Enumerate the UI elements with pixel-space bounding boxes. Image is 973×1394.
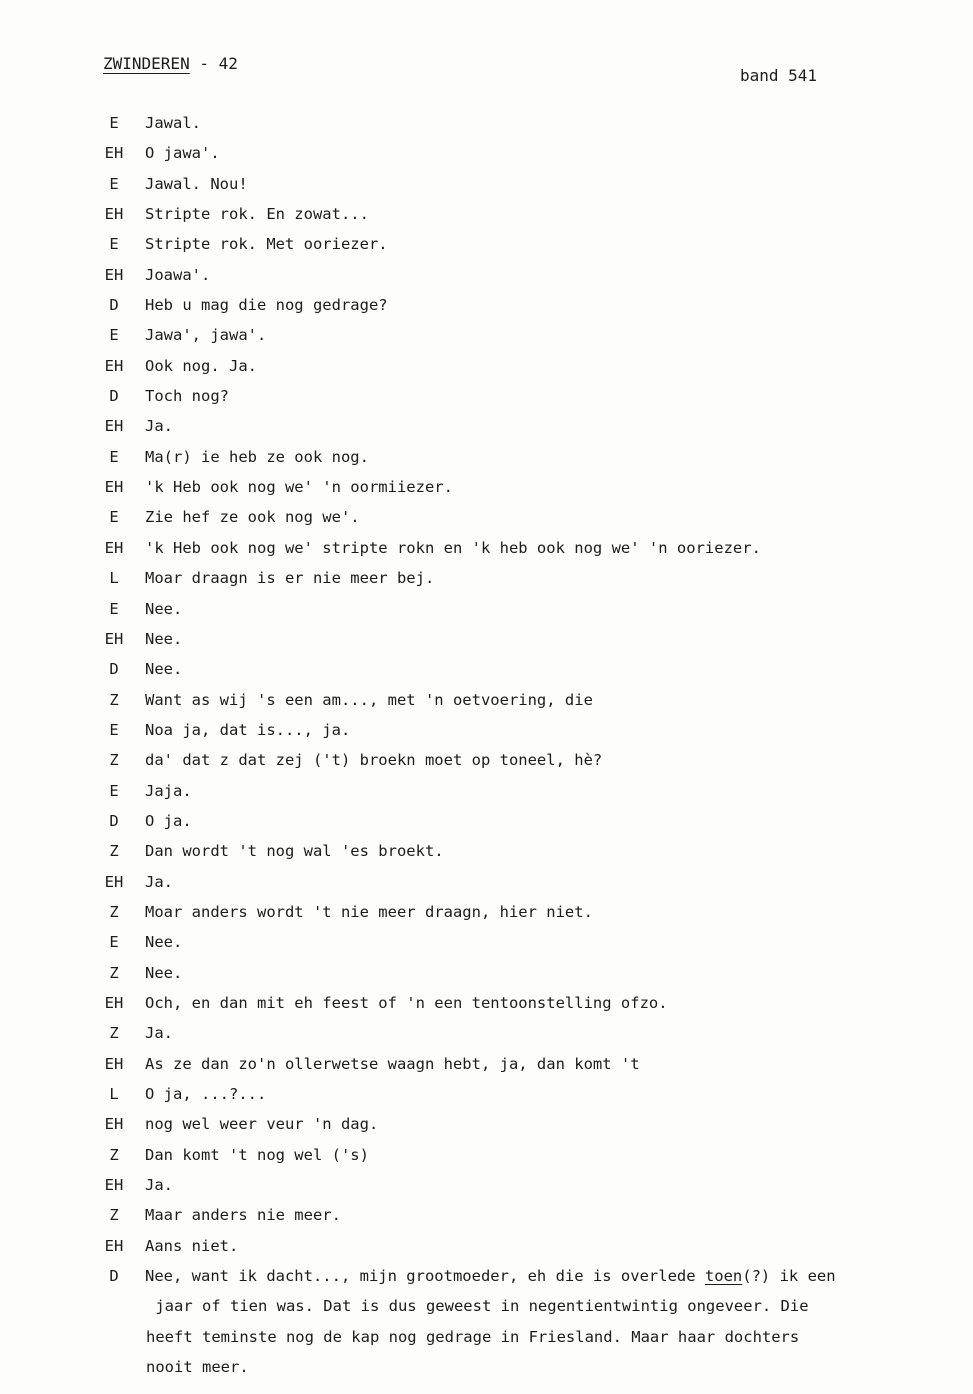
utterance-text: da' dat z dat zej ('t) broekn moet op toneel, hè? (145, 751, 603, 770)
transcript-line (0, 169, 973, 199)
utterance-text: nooit meer. (146, 1358, 249, 1377)
transcript-line (0, 563, 973, 593)
utterance-text: O jawa'. (145, 144, 220, 163)
utterance-text: 'k Heb ook nog we' 'n oormiiezer. (145, 478, 453, 497)
utterance-text: Heb u mag die nog gedrage? (145, 296, 388, 315)
utterance-text: Maar anders nie meer. (145, 1206, 341, 1225)
transcript-line (0, 988, 973, 1018)
utterance-text: Jawa', jawa'. (145, 326, 267, 345)
transcript-line (0, 260, 973, 290)
speaker-label: EH (104, 356, 124, 375)
transcript-line (0, 320, 973, 350)
transcript-line (0, 108, 973, 138)
utterance-text: Nee. (145, 660, 183, 679)
utterance-text: Moar draagn is er nie meer bej. (145, 569, 435, 588)
utterance-text: Stripte rok. En zowat... (145, 205, 369, 224)
speaker-label: D (109, 811, 119, 830)
speaker-label: E (109, 326, 119, 345)
speaker-label: E (109, 720, 119, 739)
utterance-text: Ma(r) ie heb ze ook nog. (145, 447, 369, 466)
utterance-text: Joawa'. (145, 265, 211, 284)
transcript-line (0, 958, 973, 988)
speaker-label: EH (104, 144, 124, 163)
document-header (103, 54, 238, 73)
speaker-label: EH (104, 872, 124, 891)
transcript-line (0, 1200, 973, 1230)
speaker-label: EH (104, 205, 124, 224)
utterance-text: As ze dan zo'n ollerwetse waagn hebt, ja, dan komt 't (145, 1054, 640, 1073)
speaker-label: EH (104, 993, 124, 1012)
transcript-line (0, 897, 973, 927)
transcript-line (0, 1231, 973, 1261)
transcript-line (0, 1018, 973, 1048)
utterance-text: jaar of tien was. Dat is dus geweest in negentientwintig ongeveer. Die (146, 1297, 809, 1316)
speaker-label: Z (109, 963, 119, 982)
speaker-label: D (109, 387, 119, 406)
utterance-text: Noa ja, dat is..., ja. (145, 720, 351, 739)
transcript-line (0, 1140, 973, 1170)
transcript-line (0, 836, 973, 866)
utterance-text: Ja. (145, 1176, 173, 1195)
continuation-line (0, 1322, 973, 1352)
transcript-line (0, 502, 973, 532)
transcript-line (0, 533, 973, 563)
utterance-text: Nee. (145, 629, 183, 648)
speaker-label: Z (109, 842, 119, 861)
speaker-label: E (109, 508, 119, 527)
speaker-label: E (109, 114, 119, 132)
speaker-label: L (109, 1085, 119, 1103)
transcript-line (0, 654, 973, 684)
speaker-label: D (109, 296, 119, 315)
transcript-line (0, 442, 973, 472)
utterance-fragment: Nee, want ik dacht..., mijn grootmoeder, eh die is overlede (145, 1267, 705, 1286)
utterance-text: Aans niet. (145, 1236, 239, 1255)
speaker-label: EH (104, 629, 124, 648)
band-label: band 541 (740, 66, 818, 85)
utterance-text: Dan wordt 't nog wal 'es broekt. (145, 842, 444, 861)
continuation-line (0, 1291, 973, 1321)
utterance-text: Toch nog? (145, 387, 229, 406)
transcript-line (0, 776, 973, 806)
speaker-label: E (109, 933, 119, 952)
utterance-text: Ja. (145, 872, 173, 891)
speaker-label: E (109, 781, 119, 800)
speaker-label: D (109, 1267, 119, 1286)
transcript-line (0, 867, 973, 897)
utterance-text: Want as wij 's een am..., met 'n oetvoering, die (145, 690, 593, 709)
speaker-label: EH (104, 1054, 124, 1073)
utterance-text: Jawal. Nou! (145, 174, 248, 193)
transcript-line (0, 715, 973, 745)
speaker-label: E (109, 174, 119, 193)
utterance-text: Nee. (145, 933, 183, 952)
transcript-line (0, 685, 973, 715)
utterance-fragment: (?) ik een (742, 1267, 836, 1286)
transcript-line (0, 1170, 973, 1200)
utterance-text: Zie hef ze ook nog we'. (145, 508, 360, 527)
utterance-text: O ja, ...?... (145, 1085, 267, 1103)
transcript-line (0, 745, 973, 775)
speaker-label: EH (104, 538, 124, 557)
document-title: ZWINDEREN (103, 54, 190, 73)
speaker-label: Z (109, 1024, 119, 1043)
transcript-line (0, 624, 973, 654)
speaker-label: Z (109, 690, 119, 709)
speaker-label: Z (109, 751, 119, 770)
transcript-line (0, 351, 973, 381)
utterance-text: Nee. (145, 963, 183, 982)
utterance-text: heeft teminste nog de kap nog gedrage in Friesland. Maar haar dochters (146, 1327, 800, 1346)
speaker-label: EH (104, 478, 124, 497)
speaker-label: L (109, 569, 119, 588)
utterance-text: Jaja. (145, 781, 192, 800)
transcript-line (0, 199, 973, 229)
utterance-text: Moar anders wordt 't nie meer draagn, hier niet. (145, 902, 593, 921)
speaker-label: Z (109, 1145, 119, 1164)
utterance-text: Och, en dan mit eh feest of 'n een tentoonstelling ofzo. (145, 993, 668, 1012)
title-separator: - (189, 54, 219, 73)
transcript-line (0, 594, 973, 624)
speaker-label: EH (104, 417, 124, 436)
transcript-line (0, 290, 973, 320)
transcript-line (0, 411, 973, 441)
utterance-text: Ja. (145, 1024, 173, 1043)
speaker-label: E (109, 447, 119, 466)
utterance-text: Ja. (145, 417, 173, 436)
utterance-text: Jawal. (145, 114, 201, 132)
speaker-label: EH (104, 265, 124, 284)
utterance-text: Ook nog. Ja. (145, 356, 257, 375)
speaker-label: E (109, 599, 119, 618)
speaker-label: D (109, 660, 119, 679)
transcript-line (0, 472, 973, 502)
transcript-line (0, 229, 973, 259)
speaker-label: E (109, 235, 119, 254)
utterance-text: Stripte rok. Met ooriezer. (145, 235, 388, 254)
transcript-line (0, 1261, 973, 1291)
speaker-label: EH (104, 1176, 124, 1195)
utterance-text: nog wel weer veur 'n dag. (145, 1115, 379, 1134)
transcript-line (0, 1109, 973, 1139)
underlined-word: toen (704, 1267, 743, 1286)
transcript-line (0, 1049, 973, 1079)
transcript-line (0, 927, 973, 957)
continuation-line (0, 1352, 973, 1382)
utterance-text: Dan komt 't nog wel ('s) (145, 1145, 369, 1164)
utterance-text: O ja. (145, 811, 192, 830)
speaker-label: EH (104, 1115, 124, 1134)
speaker-label: Z (109, 1206, 119, 1225)
utterance-text: Nee. (145, 599, 183, 618)
transcript-line (0, 1079, 973, 1109)
transcript-lines (0, 108, 973, 1382)
speaker-label: Z (109, 902, 119, 921)
utterance-text (145, 1261, 836, 1291)
transcript-line (0, 138, 973, 168)
transcript-line (0, 381, 973, 411)
page-number: 42 (218, 54, 238, 73)
transcript-line (0, 806, 973, 836)
utterance-text: 'k Heb ook nog we' stripte rokn en 'k heb ook nog we' 'n ooriezer. (145, 538, 761, 557)
speaker-label: EH (104, 1236, 124, 1255)
